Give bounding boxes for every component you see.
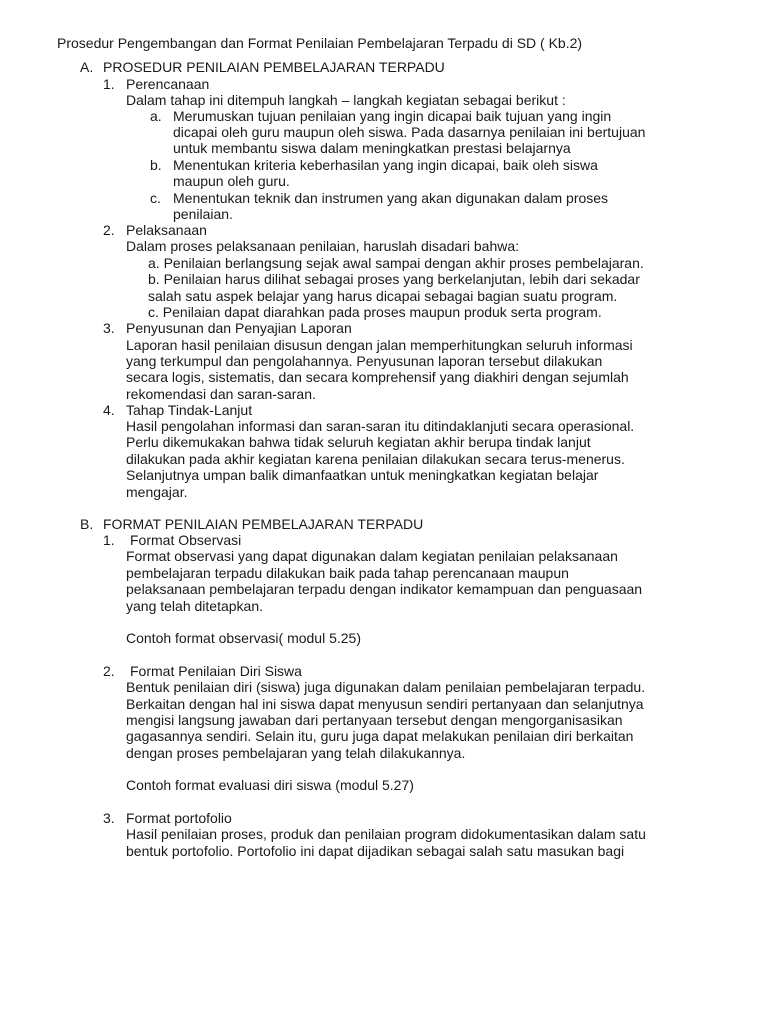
body-line: dengan proses pembelajaran yang telah dilakukannya. [126,745,466,761]
sub-line: Merumuskan tujuan penilaian yang ingin dicapai baik tujuan yang ingin [173,108,612,124]
sub-line: untuk membantu siswa dalam meningkatkan prestasi belajarnya [173,140,571,156]
item-intro: Dalam tahap ini ditempuh langkah – langkah kegiatan sebagai berikut : [126,92,566,108]
list-number: 4. [103,402,115,418]
body-line: yang terkumpul dan pengolahannya. Penyusunan laporan tersebut dilakukan [126,353,603,369]
list-number: 1. [103,76,115,92]
body-line: Format observasi yang dapat digunakan dalam kegiatan penilaian pelaksanaan [126,548,618,564]
section-b-heading: FORMAT PENILAIAN PEMBELAJARAN TERPADU [103,516,424,532]
item-title: Format portofolio [126,810,232,826]
list-number: 3. [103,810,115,826]
list-number: 2. [103,663,115,679]
item-title: Format Penilaian Diri Siswa [130,663,302,679]
example-reference: Contoh format observasi( modul 5.25) [126,630,361,646]
item-title: Perencanaan [126,76,210,92]
section-a-heading: PROSEDUR PENILAIAN PEMBELAJARAN TERPADU [103,59,445,75]
sub-line: penilaian. [173,206,233,222]
item-title: Tahap Tindak-Lanjut [126,402,253,418]
sub-line: dicapai oleh guru maupun oleh siswa. Pada dasarnya penilaian ini bertujuan [173,124,646,140]
body-line: bentuk portofolio. Portofolio ini dapat dijadikan sebagai salah satu masukan bagi [126,843,625,859]
body-line: pelaksanaan pembelajaran terpadu dengan indikator kemampuan dan penguasaan [126,581,643,597]
sub-letter: a. [150,108,162,124]
list-number: 3. [103,320,115,336]
body-line: gagasannya sendiri. Selain itu, guru juga dapat melakukan penilaian diri berkaitan [126,728,634,744]
example-reference: Contoh format evaluasi diri siswa (modul 5.27) [126,777,414,793]
list-number: 1. [103,532,115,548]
body-line: Hasil pengolahan informasi dan saran-saran itu ditindaklanjuti secara operasional. [126,418,635,434]
body-line: Berkaitan dengan hal ini siswa dapat menyusun sendiri pertanyaan dan selanjutnya [126,696,644,712]
list-number: 2. [103,222,115,238]
body-line: rekomendasi dan saran-saran. [126,386,316,402]
item-intro: Dalam proses pelaksanaan penilaian, haruslah disadari bahwa: [126,238,520,254]
document-title: Prosedur Pengembangan dan Format Penilaian Pembelajaran Terpadu di SD ( Kb.2) [57,35,583,51]
body-line: a. Penilaian berlangsung sejak awal sampai dengan akhir proses pembelajaran. [148,255,644,271]
sub-letter: c. [150,190,161,206]
sub-line: maupun oleh guru. [173,173,290,189]
body-line: mengajar. [126,484,188,500]
body-line: Laporan hasil penilaian disusun dengan jalan memperhitungkan seluruh informasi [126,337,633,353]
sub-letter: b. [150,157,162,173]
body-line: mengisi langsung jawaban dari pertanyaan tersebut dengan mengorganisasikan [126,712,623,728]
body-line: yang telah ditetapkan. [126,598,263,614]
body-line: Hasil penilaian proses, produk dan penilaian program didokumentasikan dalam satu [126,826,646,842]
item-title: Pelaksanaan [126,222,207,238]
item-title: Format Observasi [130,532,242,548]
body-line: Selanjutnya umpan balik dimanfaatkan untuk meningkatkan kegiatan belajar [126,467,599,483]
body-line: salah satu aspek belajar yang harus dicapai sebagai bagian suatu program. [148,288,618,304]
body-line: secara logis, sistematis, dan secara komprehensif yang diakhiri dengan sejumlah [126,369,629,385]
body-line: Bentuk penilaian diri (siswa) juga digunakan dalam penilaian pembelajaran terpadu. [126,679,646,695]
sub-line: Menentukan kriteria keberhasilan yang ingin dicapai, baik oleh siswa [173,157,598,173]
section-a-marker: A. [80,59,94,75]
section-b-marker: B. [80,516,94,532]
body-line: pembelajaran terpadu dilakukan baik pada tahap perencanaan maupun [126,565,569,581]
sub-line: Menentukan teknik dan instrumen yang akan digunakan dalam proses [173,190,609,206]
body-line: Perlu dikemukakan bahwa tidak seluruh kegiatan akhir berupa tindak lanjut [126,434,591,450]
body-line: c. Penilaian dapat diarahkan pada proses maupun produk serta program. [148,304,602,320]
body-line: b. Penilaian harus dilihat sebagai proses yang berkelanjutan, lebih dari sekadar [148,271,640,287]
item-title: Penyusunan dan Penyajian Laporan [126,320,352,336]
body-line: dilakukan pada akhir kegiatan karena penilaian dilakukan secara terus-menerus. [126,451,625,467]
